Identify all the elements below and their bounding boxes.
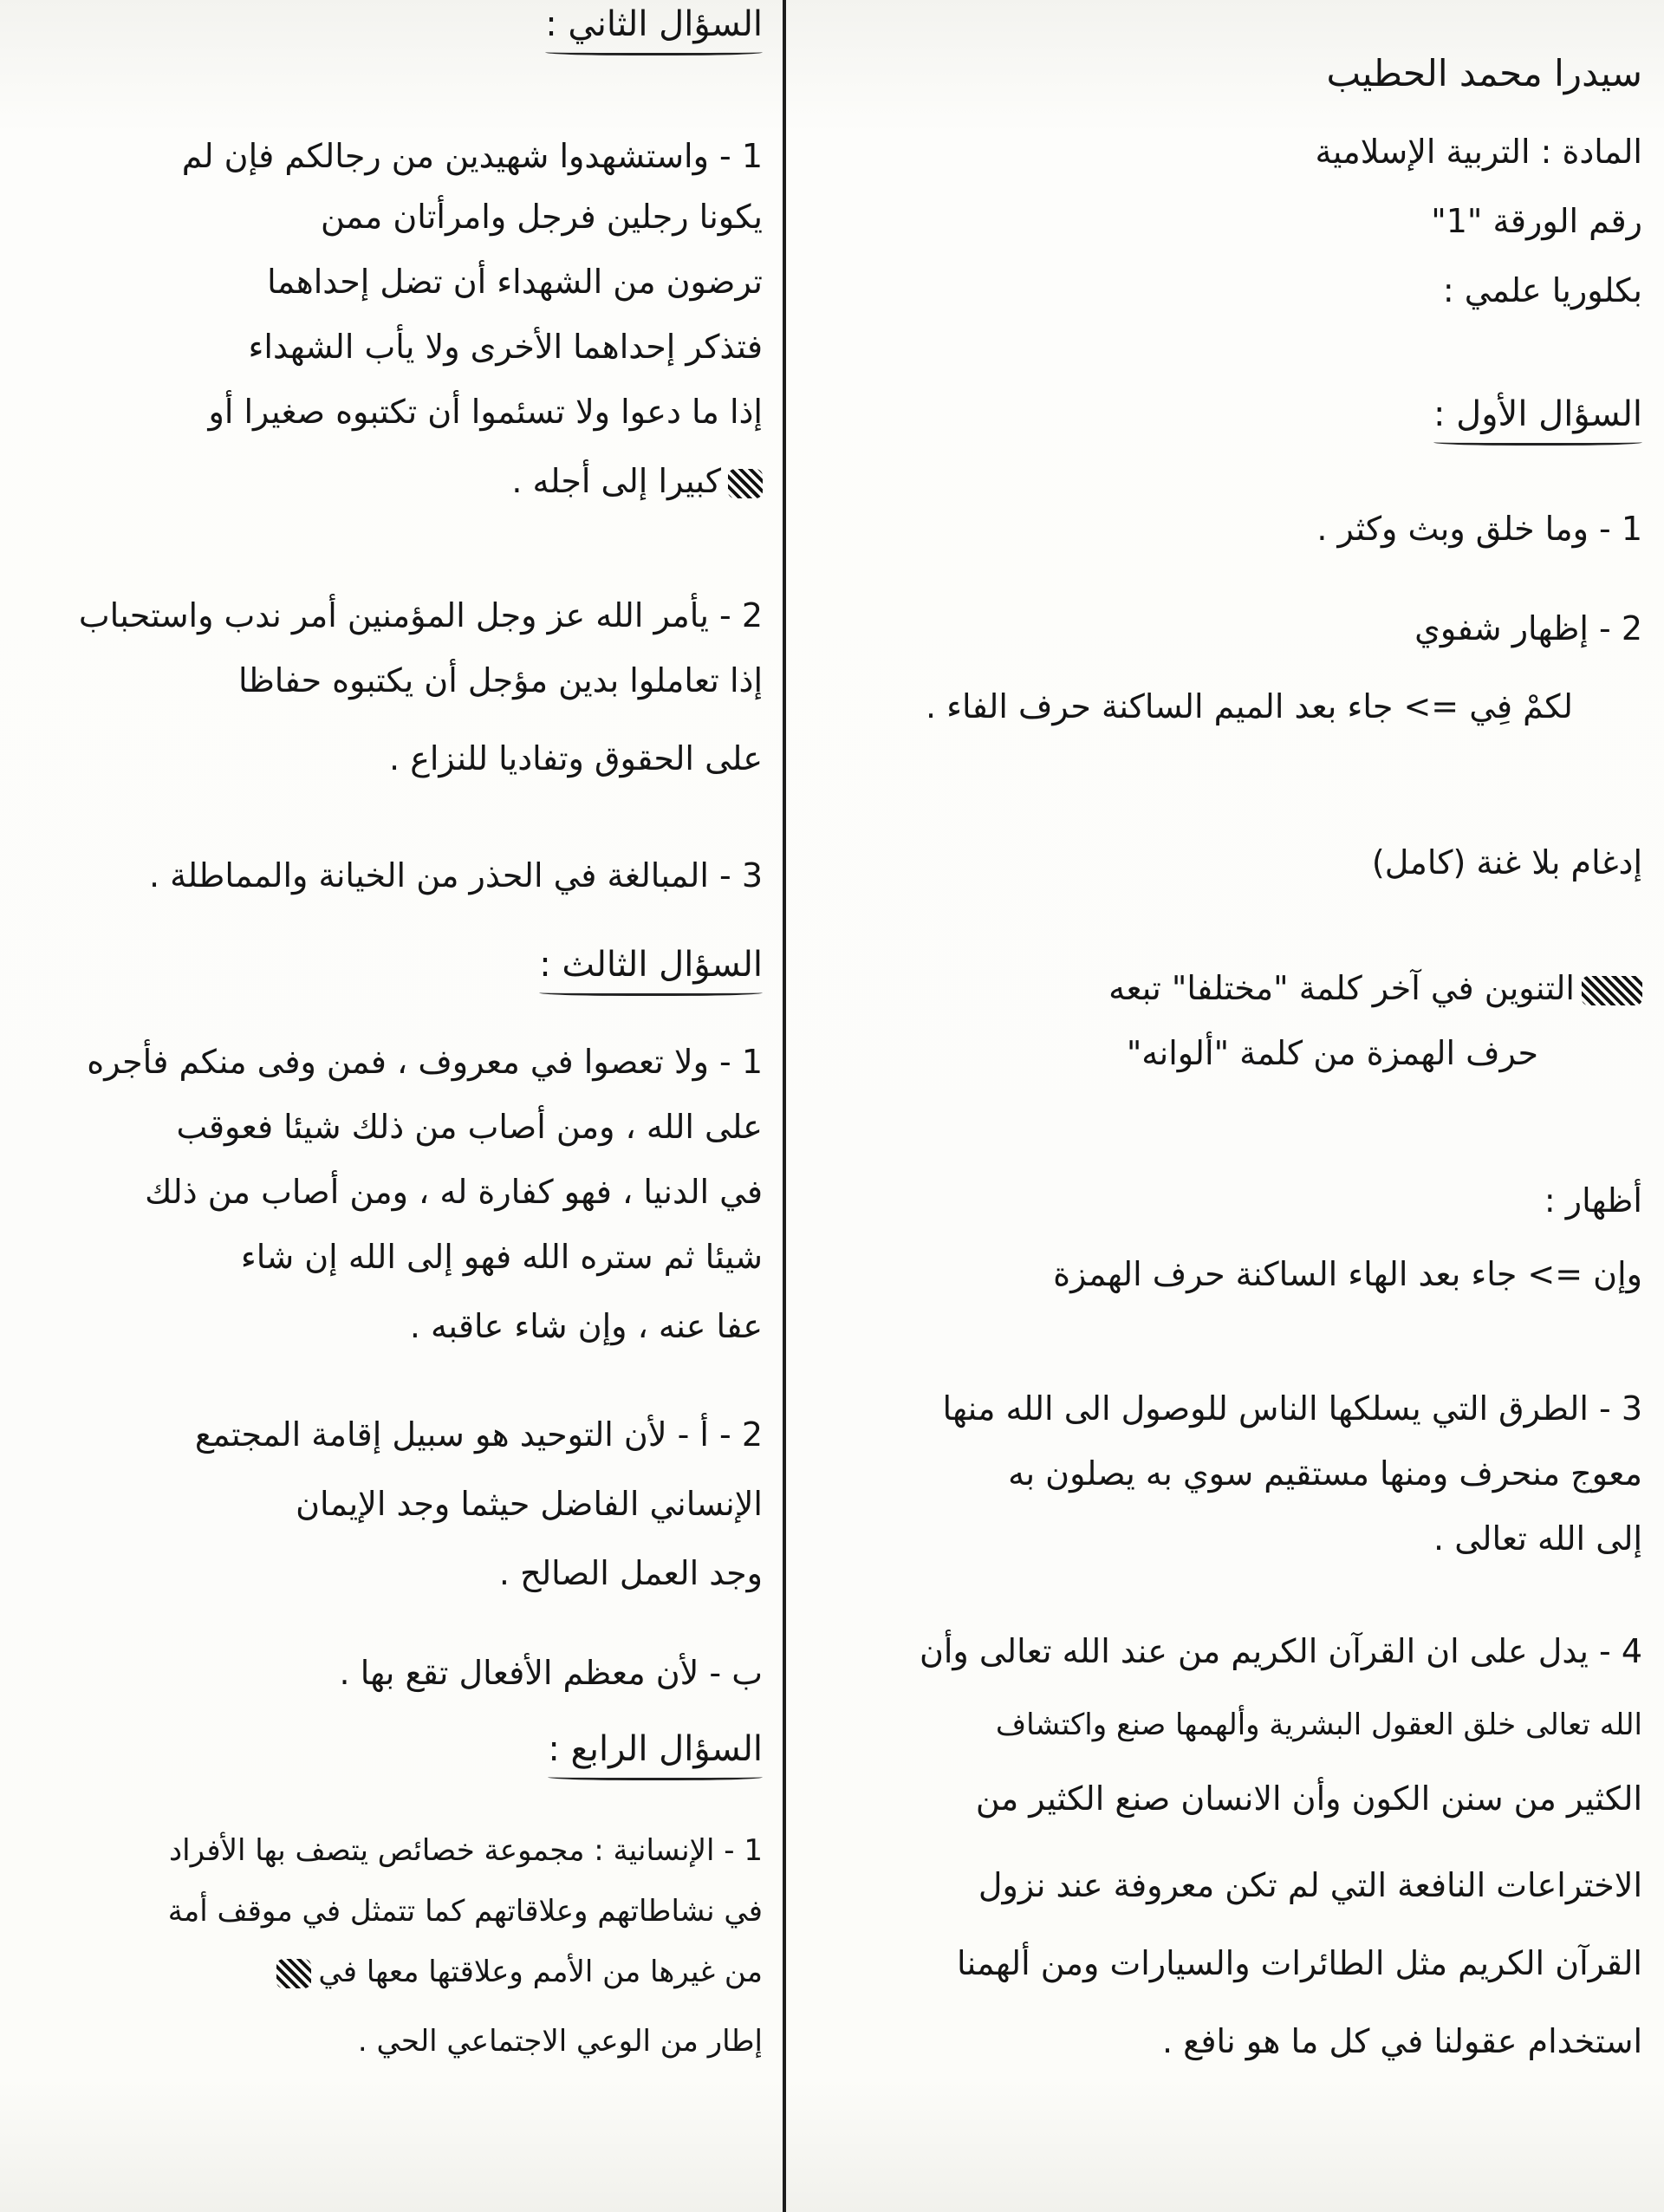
left-column [26, 0, 763, 2212]
q3-line: عفا عنه ، وإن شاء عاقبه . [409, 1307, 763, 1345]
q3-heading: السؤال الثالث : [539, 945, 763, 996]
q1-line: إلى الله تعالى . [1433, 1519, 1642, 1558]
q4-line: 1 - الإنسانية : مجموعة خصائص يتصف بها الأفراد [169, 1833, 763, 1868]
crossed-out-word [276, 1959, 311, 1988]
q1-line: 4 - يدل على ان القرآن الكريم من عند الله تعالى وأن [919, 1632, 1642, 1670]
q4-line: في نشاطاتهم وعلاقاتهم كما تتمثل في موقف أمة [167, 1894, 763, 1929]
q2-line: إذا ما دعوا ولا تسئموا أن تكتبوه صغيرا أو [208, 393, 763, 431]
q3-line: على الله ، ومن أصاب من ذلك شيئا فعوقب [176, 1108, 763, 1146]
q1-line: إدغام بلا غنة (كامل) [1371, 843, 1642, 882]
q1-line: القرآن الكريم مثل الطائرات والسيارات ومن ألهمنا [957, 1944, 1642, 1982]
sheet-number: رقم الورقة "1" [1431, 202, 1642, 240]
crossed-out-word [1582, 976, 1642, 1005]
q2-line: فتذكر إحداهما الأخرى ولا يأب الشهداء [248, 328, 763, 366]
q4-line: من غيرها من الأمم وعلاقتها معها في [276, 1950, 763, 1994]
q4-heading: السؤال الرابع : [548, 1729, 763, 1780]
q1-line: لكمْ فِي => جاء بعد الميم الساكنة حرف الفاء . [925, 687, 1573, 725]
branch-label: بكلوريا علمي : [1442, 271, 1642, 309]
q2-line: 2 - يأمر الله عز وجل المؤمنين أمر ندب واستحباب [78, 596, 763, 634]
right-column [810, 0, 1642, 2212]
q3-line: الإنساني الفاضل حيثما وجد الإيمان [296, 1485, 763, 1523]
q3-line: في الدنيا ، فهو كفارة له ، ومن أصاب من ذلك [145, 1173, 763, 1211]
q3-line: ب - لأن معظم الأفعال تقع بها . [339, 1654, 763, 1692]
q2-line: على الحقوق وتفاديا للنزاع . [389, 739, 763, 777]
subject-label: المادة : التربية الإسلامية [1315, 133, 1642, 171]
q2-line: ترضون من الشهداء أن تضل إحداهما [267, 263, 763, 301]
student-name: سيدرا محمد الحطيب [1326, 52, 1642, 94]
q1-line: 1 - وما خلق وبث وكثر . [1316, 510, 1642, 548]
q3-line: 1 - ولا تعصوا في معروف ، فمن وفى منكم فأجره [87, 1043, 763, 1081]
q2-heading: السؤال الثاني : [545, 4, 763, 55]
q1-line: 2 - إظهار شفوي [1414, 609, 1642, 647]
q2-line: إذا تعاملوا بدين مؤجل أن يكتبوه حفاظا [237, 661, 763, 699]
q1-heading: السؤال الأول : [1433, 394, 1642, 446]
column-divider [783, 0, 786, 2212]
q2-line: 3 - المبالغة في الحذر من الخيانة والمماطلة . [149, 856, 763, 895]
q3-line: شيئا ثم ستره الله فهو إلى الله إن شاء [240, 1238, 763, 1276]
q1-line: الاختراعات النافعة التي لم تكن معروفة عند نزول [978, 1866, 1642, 1904]
q2-line: يكونا رجلين فرجل وامرأتان ممن [321, 198, 763, 236]
q1-line: 3 - الطرق التي يسلكها الناس للوصول الى الله منها [942, 1389, 1642, 1428]
q1-line: الله تعالى خلق العقول البشرية وألهمها صنع واكتشاف [995, 1708, 1642, 1742]
q2-line: كبيرا إلى أجله . [511, 459, 763, 503]
crossed-out-word [728, 469, 763, 498]
q1-line: حرف الهمزة من كلمة "ألوانه" [1126, 1034, 1538, 1072]
q1-line: معوج منحرف ومنها مستقيم سوي به يصلون به [1008, 1454, 1642, 1493]
q1-line: أظهار : [1544, 1181, 1642, 1220]
q1-line: الكثير من سنن الكون وأن الانسان صنع الكثير من [975, 1779, 1642, 1818]
q1-line: استخدام عقولنا في كل ما هو نافع . [1161, 2022, 1642, 2060]
q3-line: وجد العمل الصالح . [498, 1554, 763, 1592]
q1-line: التنوين في آخر كلمة "مختلفا" تبعه [1108, 966, 1642, 1010]
q3-line: 2 - أ - لأن التوحيد هو سبيل إقامة المجتمع [194, 1415, 763, 1454]
q2-line: 1 - واستشهدوا شهيدين من رجالكم فإن لم [181, 137, 763, 175]
q1-line: وإن => جاء بعد الهاء الساكنة حرف الهمزة [1053, 1255, 1642, 1293]
q4-line: إطار من الوعي الاجتماعي الحي . [357, 2024, 763, 2059]
